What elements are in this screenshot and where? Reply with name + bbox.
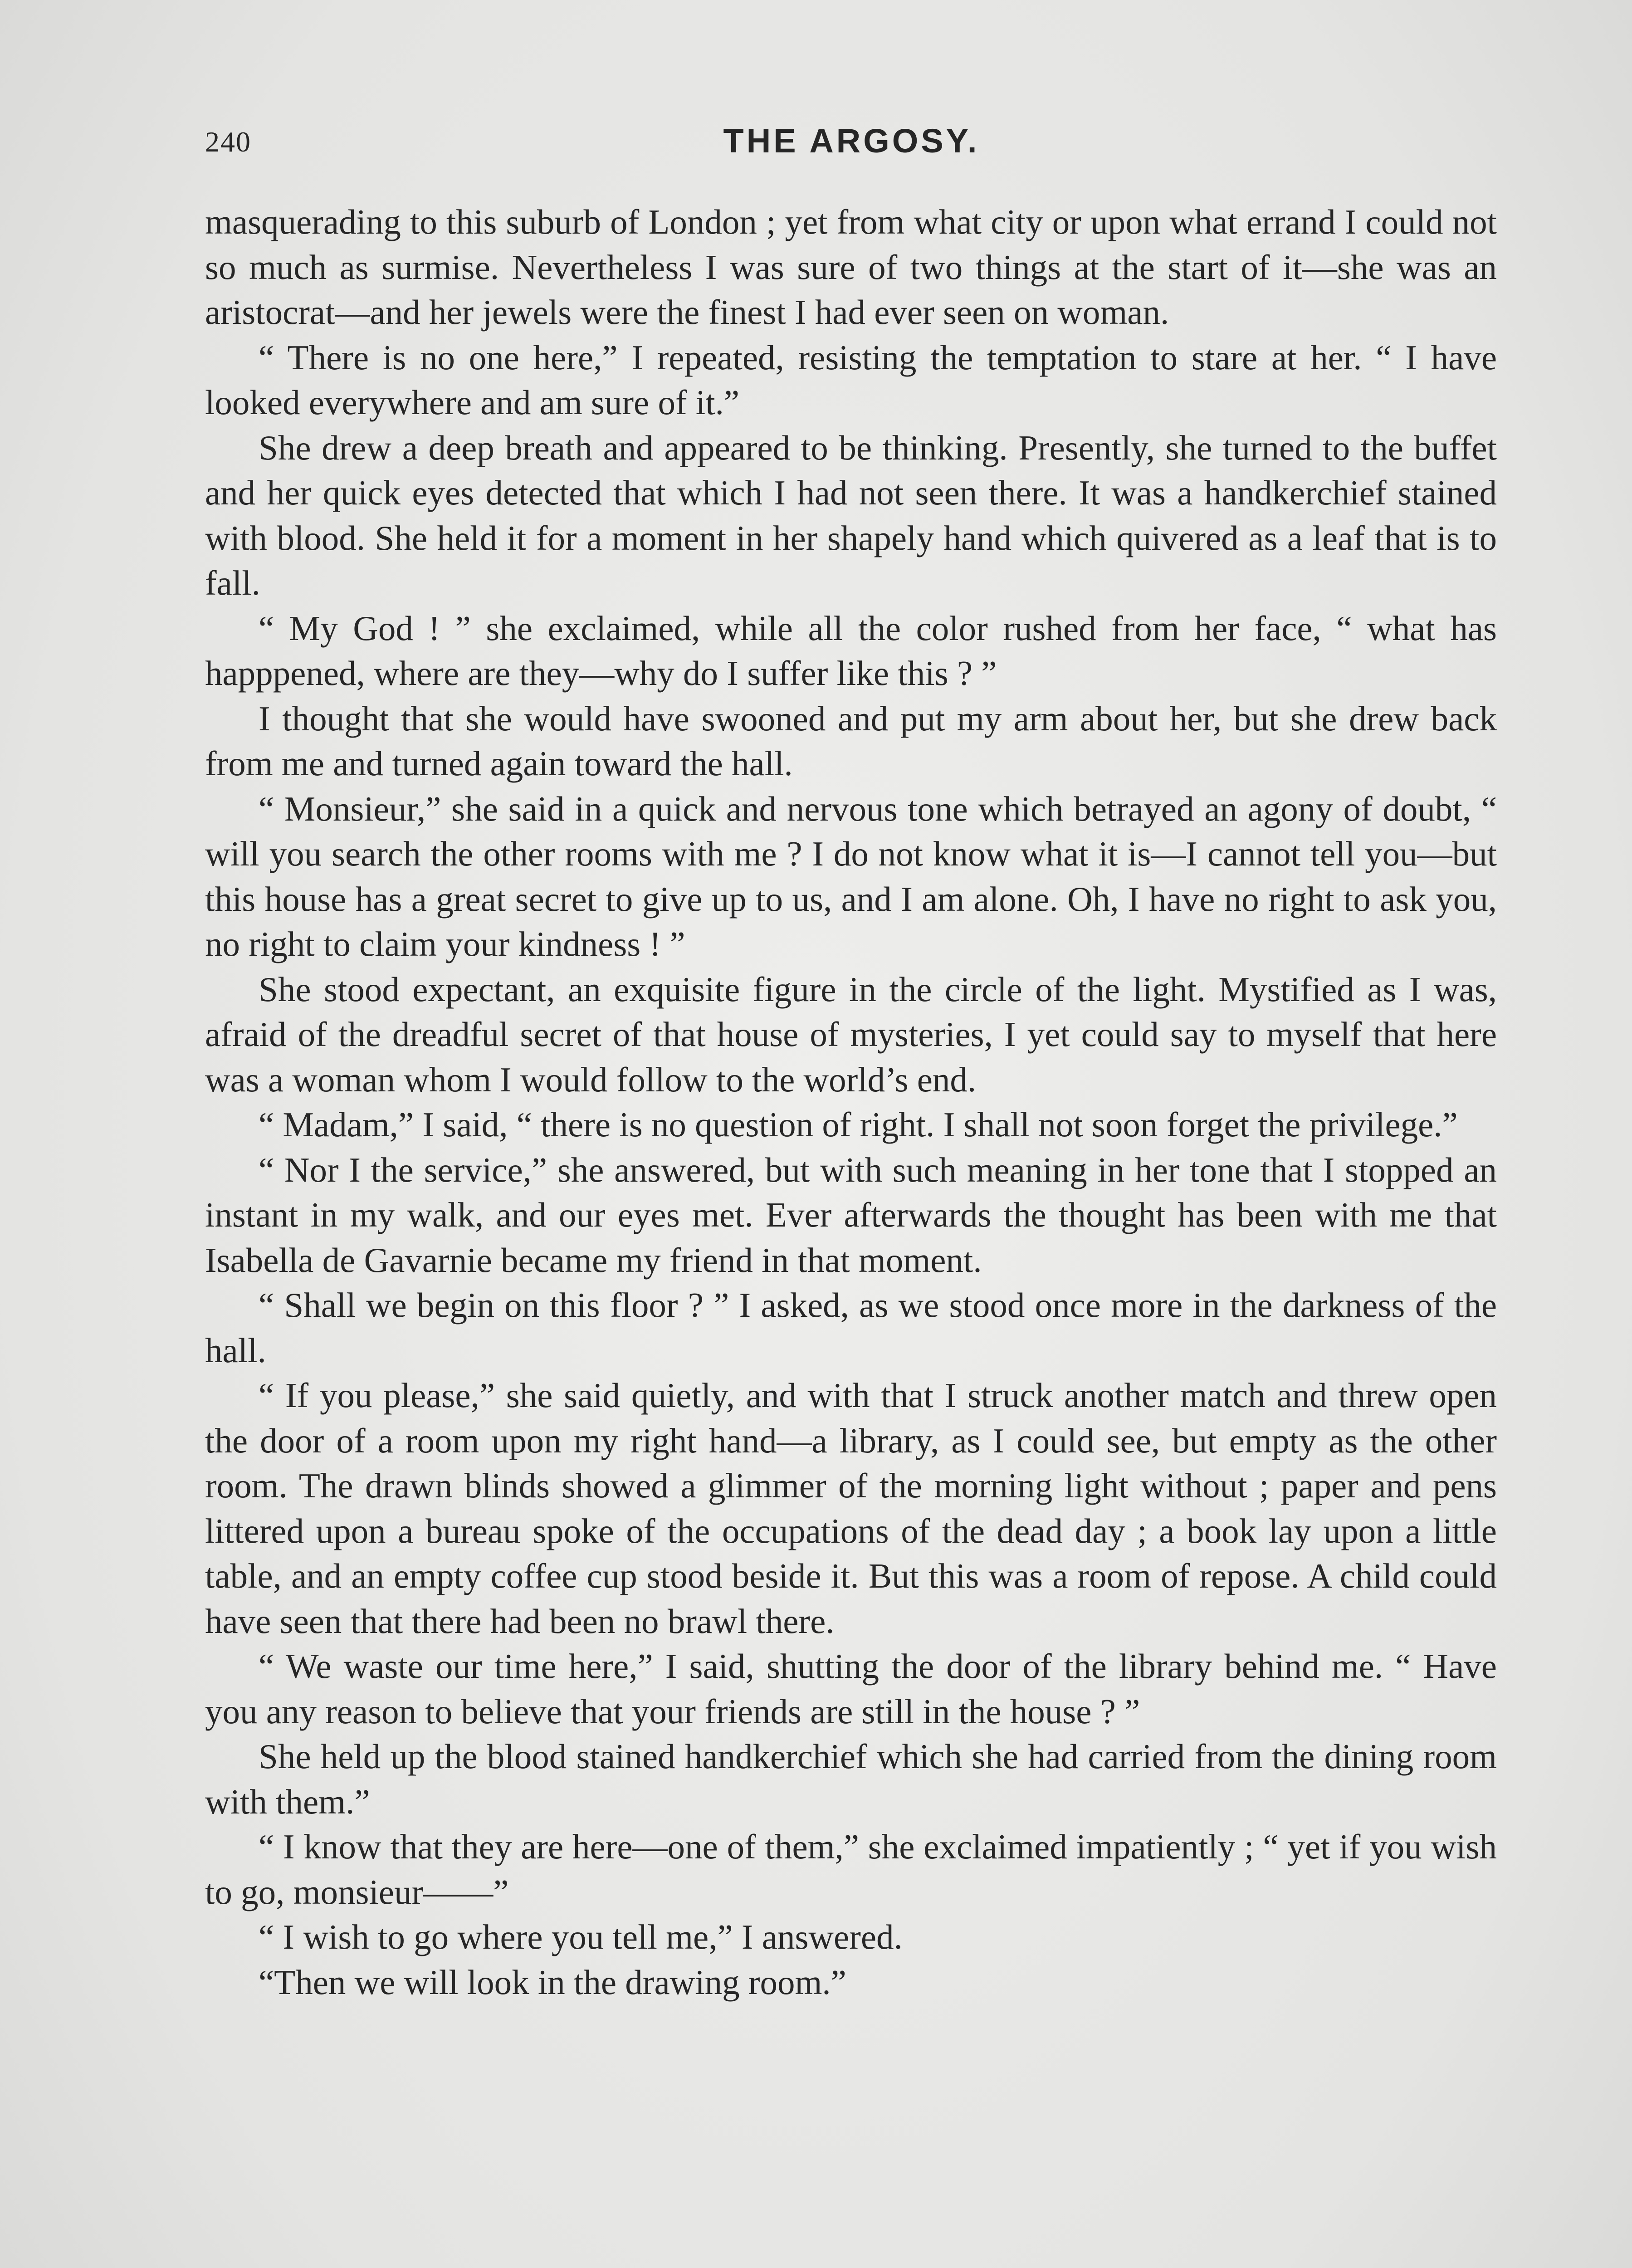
paragraph: She drew a deep breath and appeared to be thinking. Presently, she turned to the buffet and her quick eyes detected that which I had not seen there. It was a handkerchief stained with blood. She held it for a moment in her shapely hand which quivered as a leaf that is to fall. (205, 428, 1497, 602)
paragraph: masquerading to this suburb of London ; yet from what city or upon what errand I could not so much as surmise. Nevertheless I was sure of two things at the start of it—she was an aristocrat—and her jewels were the finest I had ever seen on woman. (205, 202, 1497, 332)
paragraph: “ If you please,” she said quietly, and with that I struck another match and threw open the door of a room upon my right hand—a library, as I could see, but empty as the other room. The drawn blinds showed a glimmer of the morning light without ; paper and pens littered upon a bureau spoke of the occupations of the dead day ; a book lay upon a little table, and an empty coffee cup stood beside it. But this was a room of repose. A child could have seen that there had been no brawl there. (205, 1376, 1497, 1641)
paragraph: “ I wish to go where you tell me,” I answered. (259, 1917, 903, 1956)
paragraph: “Then we will look in the drawing room.” (259, 1962, 846, 2002)
body-text (205, 200, 1497, 2005)
paragraph: “ Madam,” I said, “ there is no question of right. I shall not soon forget the privilege.” (259, 1105, 1458, 1144)
paragraph: “ There is no one here,” I repeated, resisting the temptation to stare at her. “ I have looked everywhere and am sure of it.” (205, 337, 1497, 422)
paragraph: She stood expectant, an exquisite figure in the circle of the light. Mystified as I was, afraid of the dreadful secret of that house of mysteries, I yet could say to myself that here was a woman whom I would follow to the world’s end. (205, 969, 1497, 1099)
paragraph: I thought that she would have swooned and put my arm about her, but she drew back from me and turned again toward the hall. (205, 699, 1497, 783)
paragraph: “ We waste our time here,” I said, shutting the door of the library behind me. “ Have you any reason to believe that your friends are still in the house ? ” (205, 1647, 1497, 1731)
paragraph: “ My God ! ” she exclaimed, while all the color rushed from her face, “ what has happpened, where are they—why do I suffer like this ? ” (205, 608, 1497, 693)
paragraph: She held up the blood stained handkerchief which she had carried from the dining room with them.” (205, 1737, 1497, 1821)
paragraph: “ Shall we begin on this floor ? ” I asked, as we stood once more in the darkness of the hall. (205, 1286, 1497, 1370)
paragraph: “ Monsieur,” she said in a quick and nervous tone which betrayed an agony of doubt, “ will you search the other rooms with me ? I do not know what it is—I cannot tell you—but this house has a great secret to give up to us, and I am alone. Oh, I have no right to ask you, no right to claim your kindness ! ” (205, 789, 1497, 963)
running-title: THE ARGOSY. (723, 122, 980, 160)
running-header (205, 122, 1498, 171)
page-number: 240 (205, 126, 251, 158)
paragraph: “ Nor I the service,” she answered, but with such meaning in her tone that I stopped an instant in my walk, and our eyes met. Ever afterwards the thought has been with me that Isabella de Gavarnie became my friend in that moment. (205, 1150, 1497, 1280)
paragraph: “ I know that they are here—one of them,” she exclaimed impatiently ; “ yet if you wish to go, monsieur——” (205, 1827, 1497, 1911)
